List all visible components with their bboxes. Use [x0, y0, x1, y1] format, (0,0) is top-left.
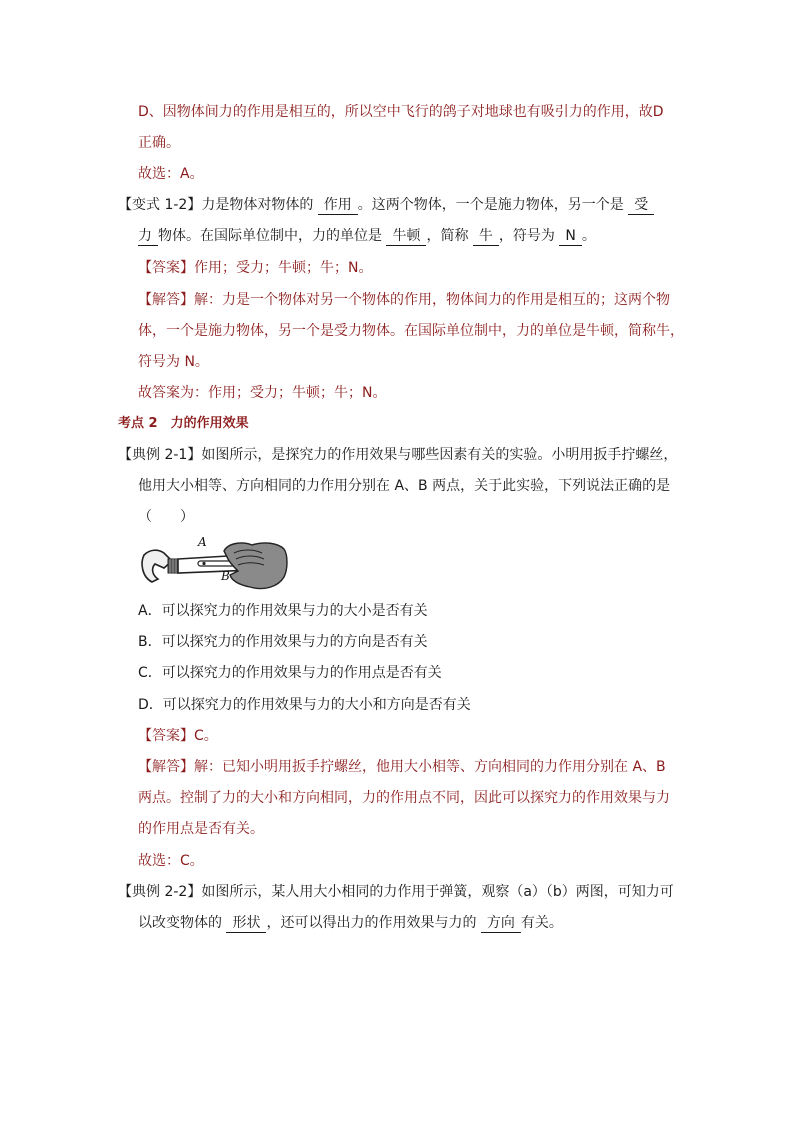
answer-line: 【答案】C。 [138, 728, 218, 744]
analysis-line: 的作用点是否有关。 [138, 821, 264, 837]
blank-answer: N [559, 228, 581, 246]
blank-answer: 牛 [473, 228, 499, 246]
analysis-line: 符号为 N。 [138, 354, 209, 370]
blank-answer: 形状 [226, 915, 266, 933]
analysis-line: 两点。控制了力的大小和方向相同，力的作用点不同，因此可以探究力的作用效果与力 [138, 790, 670, 806]
question-2-2-line2: 以改变物体的 形状 ，还可以得出力的作用效果与力的 方向 有关。 [138, 915, 563, 931]
answer-line: 【答案】作用；受力；牛顿；牛；N。 [138, 260, 373, 276]
wrench-illustration [138, 535, 288, 593]
point-a-label: A [198, 535, 207, 549]
question-2-1-line2: 他用大小相等、方向相同的力作用分别在 A、B 两点，关于此实验，下列说法正确的是 [138, 478, 671, 494]
answer-tag: 【答案】 [138, 728, 194, 744]
question-2-2-line1: 【典例 2-2】如图所示，某人用大小相同的力作用于弹簧，观察（a）（b）两图，可知力可 [118, 884, 674, 900]
option-b: B．可以探究力的作用效果与力的方向是否有关 [138, 634, 428, 650]
answer-tag: 【答案】 [138, 260, 194, 276]
option-c: C．可以探究力的作用效果与力的作用点是否有关 [138, 665, 442, 681]
blank-answer: 受 [628, 197, 654, 215]
analysis-line: 【解答】解：力是一个物体对另一个物体的作用，物体间力的作用是相互的；这两个物 [138, 292, 670, 308]
final-answer: 故选：C。 [138, 853, 204, 869]
analysis-line: 【解答】解：已知小明用扳手拧螺丝，他用大小相等、方向相同的力作用分别在 A、B [138, 759, 666, 775]
question-2-1-line3: （ ） [138, 509, 194, 525]
wrench-figure [138, 535, 288, 597]
analysis-line: 体，一个是施力物体，另一个是受力物体。在国际单位制中，力的单位是牛顿，简称牛， [138, 323, 684, 339]
point-b-label: B [221, 569, 230, 583]
choice-line: 故选：A。 [138, 166, 204, 182]
analysis-line: 正确。 [138, 135, 180, 151]
question-tag: 【变式 1-2】 [118, 197, 202, 213]
option-a: A．可以探究力的作用效果与力的大小是否有关 [138, 603, 428, 619]
option-d: D．可以探究力的作用效果与力的大小和方向是否有关 [138, 697, 471, 713]
blank-answer: 牛顿 [386, 228, 426, 246]
blank-answer: 作用 [318, 197, 358, 215]
question-2-1-line1: 【典例 2-1】如图所示，是探究力的作用效果与哪些因素有关的实验。小明用扳手拧螺丝， [118, 447, 678, 463]
analysis-tag: 【解答】 [138, 759, 194, 775]
analysis-tag: 【解答】 [138, 292, 194, 308]
blank-answer: 方向 [481, 915, 521, 933]
question-tag: 【典例 2-2】 [118, 884, 202, 900]
question-1-2-line1: 【变式 1-2】力是物体对物体的 作用 。这两个物体，一个是施力物体，另一个是 受 [118, 195, 654, 215]
final-answer: 故答案为：作用；受力；牛顿；牛；N。 [138, 385, 387, 401]
section-heading: 考点 2 力的作用效果 [118, 416, 249, 431]
question-1-2-line2: 力 物体。在国际单位制中，力的单位是 牛顿 ，简称 牛 ，符号为 N 。 [138, 228, 596, 244]
analysis-line: D、因物体间力的作用是相互的，所以空中飞行的鸽子对地球也有吸引力的作用，故D [138, 104, 664, 120]
question-tag: 【典例 2-1】 [118, 447, 202, 463]
blank-answer: 力 [138, 228, 158, 246]
